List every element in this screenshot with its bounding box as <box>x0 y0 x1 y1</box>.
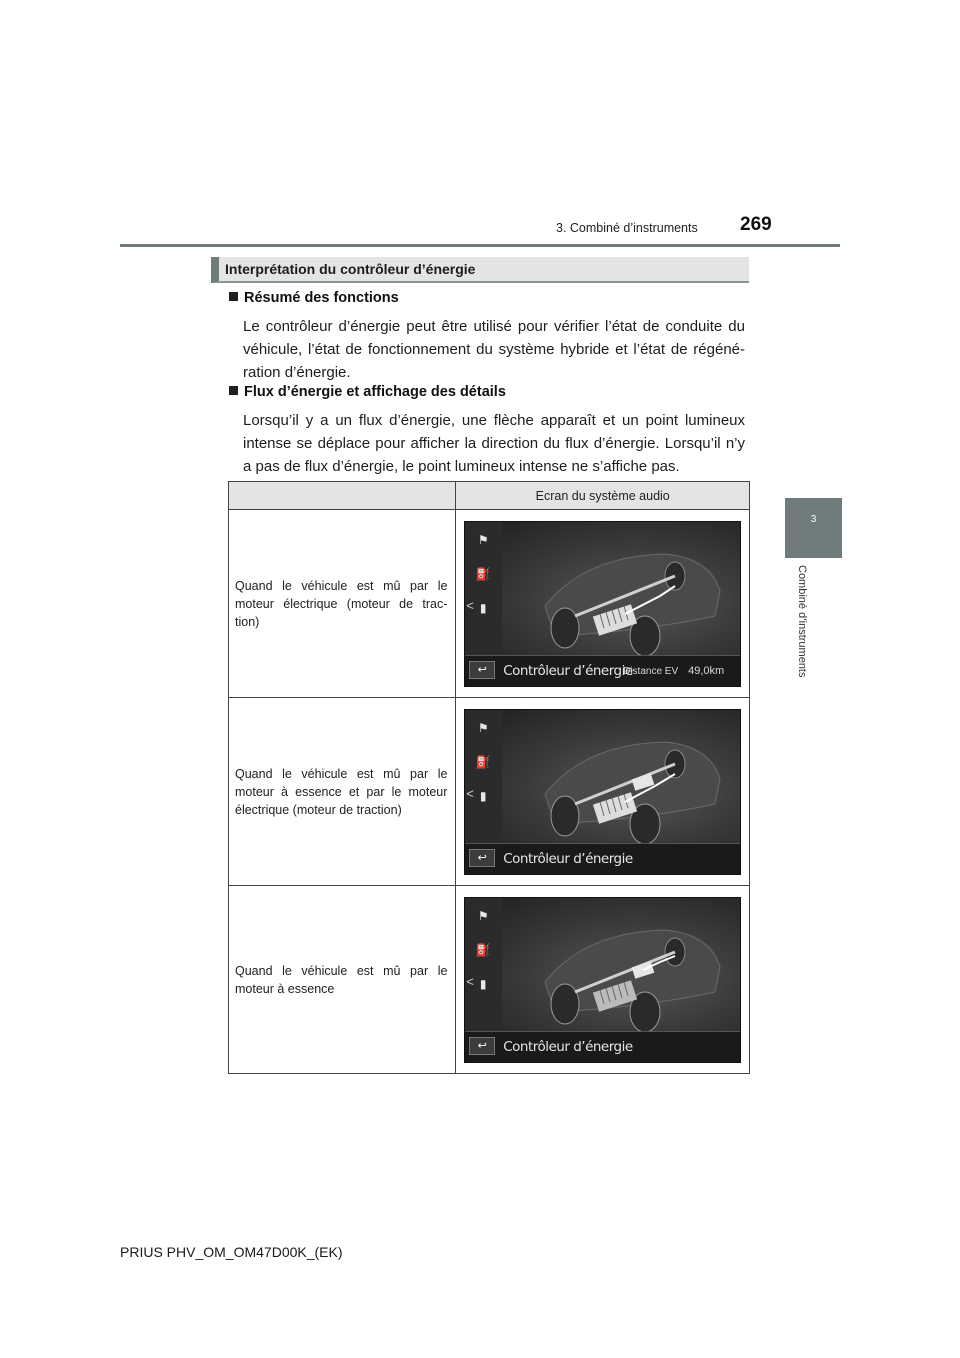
item-body: Lorsqu’il y a un flux d’énergie, une flèche apparaît et un point lumineux intense se déplace pour afficher la direction du flux d’énergie. Lorsqu’il n’y a pas de flux d’énergie, le point lumineux intense ne s’affiche pas. <box>243 412 745 475</box>
document-code-footer: PRIUS PHV_OM_OM47D00K_(EK) <box>120 1244 343 1260</box>
battery-icon: ▮ <box>479 976 487 991</box>
fuel-pump-icon: ⛽ <box>475 754 491 769</box>
screen-cell <box>456 886 750 1074</box>
screen-cell <box>456 510 750 698</box>
chapter-tab-number: 3 <box>810 514 817 525</box>
fuel-pump-icon: ⛽ <box>475 942 491 957</box>
back-button[interactable]: ↩ <box>469 661 495 679</box>
table-header-row <box>229 482 750 510</box>
item-heading <box>229 384 506 400</box>
row-description: Quand le véhicule est mû par le moteur à essence et par le moteur électrique (moteur de traction) <box>229 698 456 886</box>
screen-table <box>228 481 750 1074</box>
chevron-left-icon: < <box>466 973 474 989</box>
checkered-flag-icon: ⚑ <box>477 908 489 923</box>
page-number: 269 <box>740 214 772 235</box>
screen-cell <box>456 698 750 886</box>
chapter-tab <box>785 498 842 558</box>
battery-icon: ▮ <box>479 788 487 803</box>
item-heading-text: Flux d’énergie et affichage des détails <box>244 384 506 400</box>
row-description: Quand le véhicule est mû par le moteur à essence <box>229 886 456 1074</box>
item-heading <box>229 290 399 306</box>
item-body: Le contrôleur d’énergie peut être utilisé pour vérifier l’état de conduite du véhicule, l’état de fonctionnement du système hybride et l’état de régéné-ration d’énergie. <box>243 318 745 381</box>
screen-title: Contrôleur d’énergie <box>503 662 633 679</box>
fuel-pump-icon: ⛽ <box>475 566 491 581</box>
ev-distance-readout <box>623 665 724 677</box>
table-row <box>229 698 750 886</box>
chevron-left-icon: < <box>466 785 474 801</box>
table-header-cell: Ecran du système audio <box>456 482 750 510</box>
screen-title: Contrôleur d’énergie <box>503 1038 633 1055</box>
header-rule <box>120 244 840 247</box>
chevron-left-icon: < <box>466 597 474 613</box>
checkered-flag-icon: ⚑ <box>477 720 489 735</box>
table-row <box>229 510 750 698</box>
car-diagram <box>525 912 725 1032</box>
ev-distance-label: Distance EV <box>623 665 679 677</box>
back-button[interactable]: ↩ <box>469 1037 495 1055</box>
checkered-flag-icon: ⚑ <box>477 532 489 547</box>
row-description: Quand le véhicule est mû par le moteur électrique (moteur de trac-tion) <box>229 510 456 698</box>
item-heading-text: Résumé des fonctions <box>244 290 399 306</box>
energy-monitor-screen <box>464 709 741 875</box>
table-header-cell <box>229 482 456 510</box>
running-header-chapter: 3. Combiné d’instruments <box>556 221 698 235</box>
energy-monitor-screen <box>464 897 741 1063</box>
table-row <box>229 886 750 1074</box>
square-bullet-icon <box>229 292 238 301</box>
chapter-tab-label: Combiné d’instruments <box>796 565 808 678</box>
ev-distance-value: 49,0km <box>688 664 725 677</box>
section-title: Interprétation du contrôleur d’énergie <box>225 261 476 277</box>
car-diagram <box>525 724 725 844</box>
screen-title: Contrôleur d’énergie <box>503 850 633 867</box>
energy-monitor-screen <box>464 521 741 687</box>
battery-icon: ▮ <box>479 600 487 615</box>
car-diagram <box>525 536 725 656</box>
square-bullet-icon <box>229 386 238 395</box>
back-button[interactable]: ↩ <box>469 849 495 867</box>
